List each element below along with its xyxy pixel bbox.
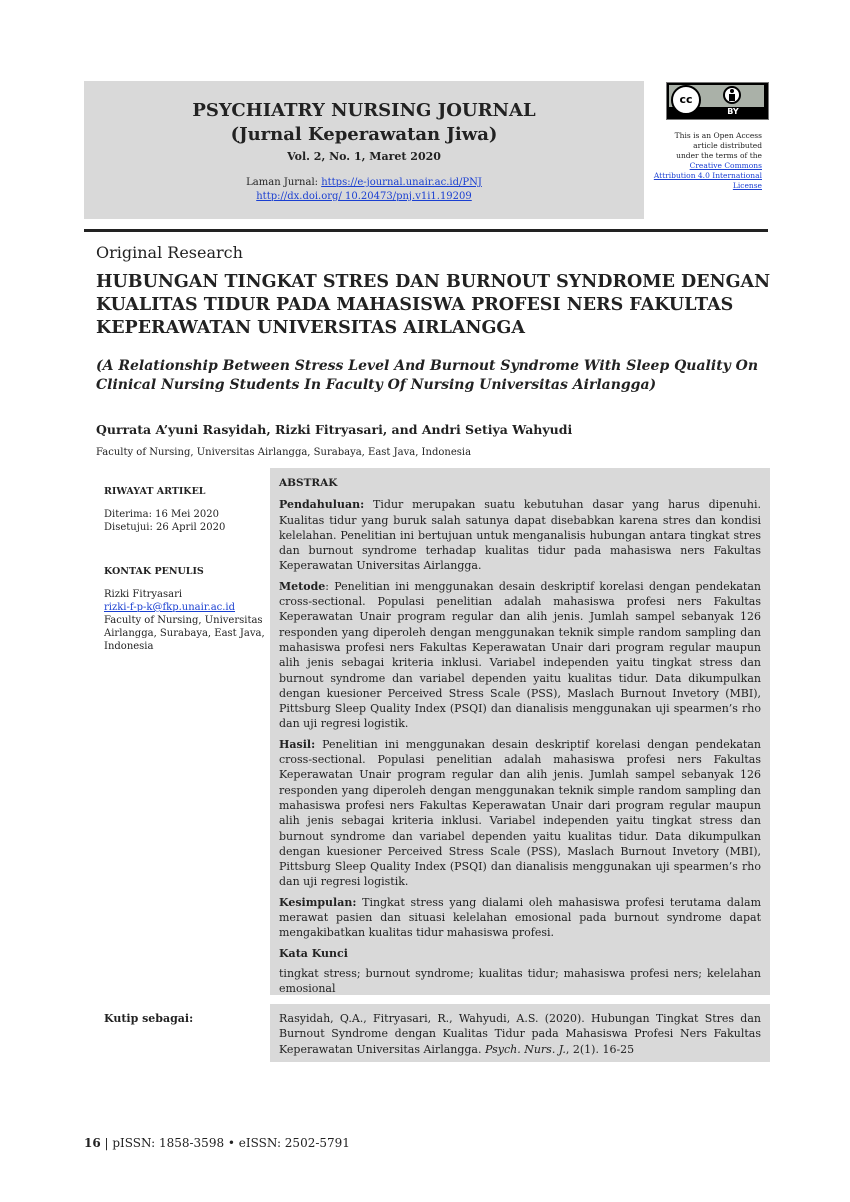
author-list: Qurrata A’yuni Rasyidah, Rizki Fitryasari, and Andri Setiya Wahyudi <box>96 422 573 437</box>
contact-email-link[interactable]: rizki-f-p-k@fkp.unair.ac.id <box>104 602 236 613</box>
journal-title: PSYCHIATRY NURSING JOURNAL <box>192 100 536 121</box>
doi-link-text[interactable]: http://dx.doi.org/ 10.20473/pnj.v1i1.19209 <box>256 191 472 202</box>
creative-commons-icon: cc <box>671 85 701 115</box>
abstract-conclusion <box>279 895 761 941</box>
citation-tail: , 2(1). 16-25 <box>565 1042 635 1056</box>
issn-text: pISSN: 1858-3598 • eISSN: 2502-5791 <box>112 1136 350 1150</box>
article-title: HUBUNGAN TINGKAT STRES DAN BURNOUT SYNDROME DENGAN KUALITAS TIDUR PADA MAHASISWA PROFESI NERS FAKULTAS KEPERAWATAN UNIVERSITAS AIRLANGGA <box>96 272 771 338</box>
citation-journal: Psych. Nurs. J. <box>485 1042 566 1056</box>
conclusion-label: Kesimpulan: <box>279 895 357 909</box>
article-title-english: (A Relationship Between Stress Level And Burnout Syndrome With Sleep Quality On Clinical Nursing Students In Faculty Of Nursing Universitas Airlangga) <box>96 358 759 393</box>
license-line: article distributed <box>693 141 762 150</box>
citation-main: Rasyidah, Q.A., Fitryasari, R., Wahyudi, A.S. (2020). Hubungan Tingkat Stres dan Burnout Syndrome dengan Kualitas Tidur pada Mahasiswa Profesi Ners Fakultas Keperawatan Universitas Airlangga. <box>279 1012 761 1056</box>
contact-address-line: Airlangga, Surabaya, East Java, <box>104 628 265 639</box>
attribution-person-icon <box>723 86 741 104</box>
journal-website <box>84 177 644 188</box>
article-type: Original Research <box>96 243 243 262</box>
abstract-introduction <box>279 497 761 573</box>
method-label: Metode <box>279 579 326 593</box>
contact-name: Rizki Fitryasari <box>104 589 183 600</box>
received-date: Diterima: 16 Mei 2020 <box>104 509 220 520</box>
introduction-text: Tidur merupakan suatu kebutuhan dasar yang harus dipenuhi. Kualitas tidur yang buruk salah satunya dapat disebabkan karena stres dan kondisi kelelahan. Penelitian ini bertujuan untuk menganalisis hubungan antara tingkat stres dan burnout syndrome terhadap kualitas tidur pada mahasiswa ners Fakultas Keperawatan Universitas Airlangga. <box>279 498 761 573</box>
results-text: Penelitian ini menggunakan desain deskriptif korelasi dengan pendekatan cross-sectional. Populasi penelitian adalah mahasiswa profesi ners Fakultas Keperawatan Unair program regular dan alih jenis. Jumlah sampel sebanyak 126 responden yang diperoleh dengan menggunakan teknik simple random sampling dan mahasiswa profesi ners Fakultas Keperawatan Unair dari program regular maupun alih jenis sebagai kriteria inklusi. Variabel independen yaitu tingkat stress dan burnout syndrome dan variabel dependen yaitu kualitas tidur. Data dikumpulkan dengan kuesioner Perceived Stress Scale (PSS), Maslach Burnout Invetory (MBI), Pittsburg Sleep Quality Index (PSQI) dan dianalisis menggunakan uji spearmen’s rho dan uji regresi logistik. <box>279 737 761 889</box>
results-label: Hasil: <box>279 737 316 751</box>
page-number: 16 <box>84 1136 101 1150</box>
journal-subtitle: (Jurnal Keperawatan Jiwa) <box>230 124 498 145</box>
author-affiliation: Faculty of Nursing, Universitas Airlangga, Surabaya, East Java, Indonesia <box>96 447 472 458</box>
keywords-heading: Kata Kunci <box>279 946 348 960</box>
contact-address-line: Indonesia <box>104 641 154 652</box>
footer-separator: | <box>100 1136 113 1150</box>
header-divider <box>84 229 768 232</box>
license-link[interactable]: Attribution 4.0 International <box>653 171 762 180</box>
license-notice <box>640 131 762 191</box>
journal-volume: Vol. 2, No. 1, Maret 2020 <box>287 150 441 163</box>
keywords-text: tingkat stress; burnout syndrome; kualitas tidur; mahasiswa profesi ners; kelelahan emosional <box>279 966 761 996</box>
journal-website-link[interactable]: https://e-journal.unair.ac.id/PNJ <box>321 177 482 188</box>
abstract-results <box>279 737 761 890</box>
cc-by-license-badge <box>666 82 769 120</box>
citation-label: Kutip sebagai: <box>104 1012 194 1025</box>
article-history-heading: RIWAYAT ARTIKEL <box>104 486 206 497</box>
license-link[interactable]: Creative Commons <box>689 161 762 170</box>
citation-text <box>279 1011 761 1057</box>
license-line: This is an Open Access <box>674 131 762 140</box>
cc-by-label: BY <box>727 107 739 116</box>
license-link[interactable]: License <box>732 181 762 190</box>
license-line: under the terms of the <box>676 151 762 160</box>
page-footer <box>84 1136 350 1150</box>
introduction-label: Pendahuluan: <box>279 498 365 512</box>
journal-website-label: Laman Jurnal: <box>246 177 322 188</box>
doi-link[interactable] <box>84 191 644 202</box>
accepted-date: Disetujui: 26 April 2020 <box>104 522 226 533</box>
conclusion-text: Tingkat stress yang dialami oleh mahasiswa profesi terutama dalam merawat pasien dan situasi kelelahan emosional pada burnout syndrome dapat mengakibatkan kualitas tidur mahasiswa profesi. <box>279 895 761 940</box>
method-text: : Penelitian ini menggunakan desain deskriptif korelasi dengan pendekatan cross-sectional. Populasi penelitian adalah mahasiswa profesi ners Fakultas Keperawatan Unair program regular dan alih jenis. Jumlah sampel sebanyak 126 responden yang diperoleh dengan menggunakan teknik simple random sampling dan mahasiswa profesi ners Fakultas Keperawatan Unair dari program regular maupun alih jenis sebagai kriteria inklusi. Variabel independen yaitu tingkat stress dan burnout syndrome dan variabel dependen yaitu kualitas tidur. Data dikumpulkan dengan kuesioner Perceived Stress Scale (PSS), Maslach Burnout Invetory (MBI), Pittsburg Sleep Quality Index (PSQI) dan dianalisis menggunakan uji spearmen’s rho dan uji regresi logistik. <box>279 579 761 731</box>
abstract-content <box>279 476 761 1002</box>
abstract-method <box>279 579 761 732</box>
contact-address-line: Faculty of Nursing, Universitas <box>104 615 263 626</box>
abstract-heading: ABSTRAK <box>279 477 338 489</box>
author-contact-heading: KONTAK PENULIS <box>104 566 204 577</box>
